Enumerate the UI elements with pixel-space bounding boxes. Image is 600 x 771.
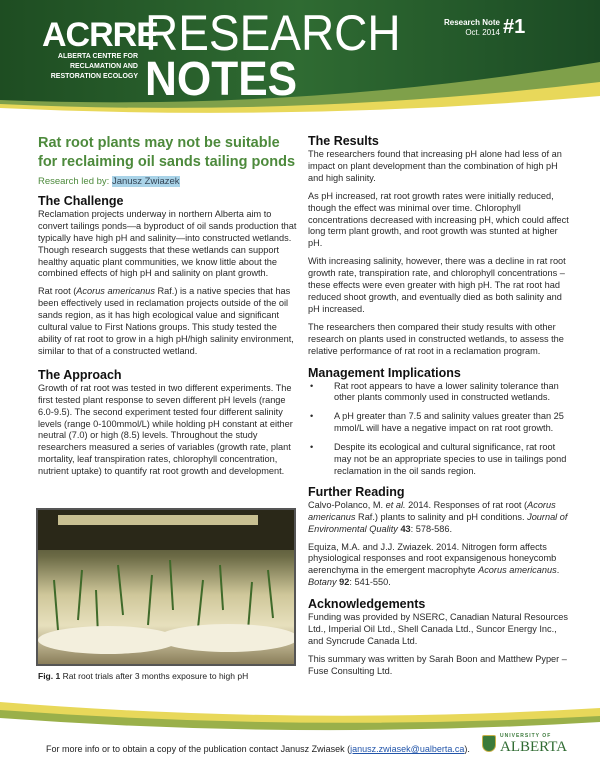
centre-line: RESTORATION ECOLOGY <box>50 73 138 80</box>
figure-caption <box>38 671 248 681</box>
note-label: Research Note <box>443 18 500 27</box>
contact-info <box>46 744 470 754</box>
text: Raf.) plants to salinity and pH conditions. <box>355 511 528 522</box>
management-heading: Management Implications <box>308 365 461 380</box>
centre-line: ALBERTA CENTRE FOR <box>57 53 138 60</box>
results-paragraph: As pH increased, rat root growth rates were initially reduced, though the effect was minimal over time. Chlorophyll concentrations decreased with increasing pH, which could affect long term plant growth, and root growth was stunted at higher pH. <box>308 190 569 249</box>
approach-heading: The Approach <box>38 367 122 382</box>
volume: 43 <box>400 523 411 534</box>
list-item: • Despite its ecological and cultural significance, rat root may not be an appropriate species to use in tailings pond reclamation in the oil sands region. <box>308 442 574 478</box>
ack-paragraph: This summary was written by Sarah Boon and Matthew Pyper – Fuse Consulting Ltd. <box>308 653 567 676</box>
note-info <box>432 18 500 38</box>
centre-name <box>40 52 138 82</box>
volume: 92 <box>339 577 350 588</box>
lead-label: Research led by: <box>38 176 110 187</box>
acrre-logo: ACRRE <box>42 16 158 54</box>
left-column <box>38 134 298 484</box>
list-item: • Rat root appears to have a lower salinity tolerance than other plants commonly used in constructed wetlands. <box>308 381 574 405</box>
management-list <box>308 381 574 478</box>
reference <box>308 542 574 590</box>
text: Raf.) is a native species that has been effectively used in reclamation projects outside of the oil sands region, as it has high ecological value and significant cultural value to First Nations groups. This study tested the ability of rat root to grow in a high pH/high salinity environment, similar to that of a constructed wetland. <box>38 286 294 356</box>
further-reading-heading: Further Reading <box>308 484 405 499</box>
results-paragraph: The researchers then compared their study results with other research on plants used in constructed wetlands, to assess the relative performance of rat root in a reclamation program. <box>308 321 564 356</box>
text: : 541-550. <box>349 577 391 588</box>
research-lead <box>38 176 298 188</box>
rat-root-trials-photo <box>36 508 296 666</box>
research-wordmark: RESEARCH <box>145 5 401 61</box>
journal: Botany <box>308 577 337 588</box>
journal: Journal of Environmental Quality <box>308 511 568 534</box>
acknowledgements-heading: Acknowledgements <box>308 597 426 612</box>
note-number: #1 <box>503 16 526 38</box>
challenge-paragraph <box>38 286 298 357</box>
lead-name: Janusz Zwiazek <box>111 176 180 187</box>
approach-paragraph: Growth of rat root was tested in two different experiments. The first tested plant response to seven different pH levels (range 6.0-9.5). The second experiment tested four different salinity levels (range 0-100mmol/L) while holding pH constant at either neutral (7.0) or high (8.5) levels. Throughout the study researchers measured a series of variables (growth rate, plant mortality, leaf transpiration rates, chlorophyll concentration, nutrient uptake) to quantify rat root growth and development. <box>38 382 293 477</box>
masthead <box>0 0 600 118</box>
text: 2014. Responses of rat root ( <box>405 499 528 510</box>
text: et al. <box>385 499 406 510</box>
species-name: Acorus americanus <box>76 286 155 297</box>
text: . <box>556 565 560 576</box>
ack-paragraph: Funding was provided by NSERC, Canadian Natural Resources Ltd., Imperial Oil Ltd., Shell Canada Ltd., Suncor Energy Inc., and Syncrude Canada Ltd. <box>308 612 568 646</box>
text: Calvo-Polanco, M. <box>308 499 386 510</box>
text: Acorus americanus <box>308 499 556 522</box>
challenge-heading: The Challenge <box>38 193 124 208</box>
photo-illustration <box>38 510 294 664</box>
results-heading: The Results <box>308 134 379 148</box>
note-date: Oct. 2014 <box>465 28 500 37</box>
text: : 578-586. <box>410 523 453 534</box>
logo-top: UNIVERSITY OF <box>500 733 552 739</box>
text: ). <box>464 744 470 754</box>
list-item: • A pH greater than 7.5 and salinity values greater than 25 mmol/L will have a negative impact on rat root growth. <box>308 411 574 435</box>
right-column <box>308 134 574 684</box>
reference <box>308 500 574 536</box>
shield-icon <box>482 735 496 752</box>
results-paragraph: With increasing salinity, however, there was a decline in rat root growth rate, transpiration rate, and chlorophyll concentrations – these effects were even greater with high pH. The rat root had reduced shoot growth, and eventually died as both salinity and pH increased. <box>308 256 566 314</box>
email-link[interactable]: janusz.zwiasek@ualberta.ca <box>350 744 465 754</box>
centre-line: RECLAMATION AND <box>69 63 138 70</box>
text: Rat root ( <box>38 286 77 297</box>
caption-text: Rat root trials after 3 months exposure to high pH <box>60 671 249 681</box>
figure-label: Fig. 1 <box>38 671 61 681</box>
text: For more info or to obtain a copy of the publication contact Janusz Zwiasek ( <box>46 744 351 754</box>
text: Acorus americanus <box>478 565 557 576</box>
text: Equiza, M.A. and J.J. Zwiazek. 2014. Nitrogen form affects physiological responses and root expansigenous honeycomb aerenchyma in the emergent macrophyte <box>308 541 557 576</box>
footer-band <box>0 696 600 736</box>
article-title: Rat root plants may not be suitable for reclaiming oil sands tailing ponds <box>38 135 296 170</box>
results-paragraph: The researchers found that increasing pH alone had less of an impact on plant development than the combination of high pH and high salinity. <box>308 149 562 183</box>
challenge-paragraph: Reclamation projects underway in northern Alberta aim to convert tailings ponds—a byproduct of oil sands production that typically have high pH and salinity—into constructed wetlands. Though research suggests that these wetlands can support healthy aquatic plant communities, we know little about the combined effects of high pH and salinity on plant growth. <box>38 208 297 279</box>
notes-wordmark: NOTES <box>145 53 298 106</box>
logo-main: ALBERTA <box>500 739 568 755</box>
